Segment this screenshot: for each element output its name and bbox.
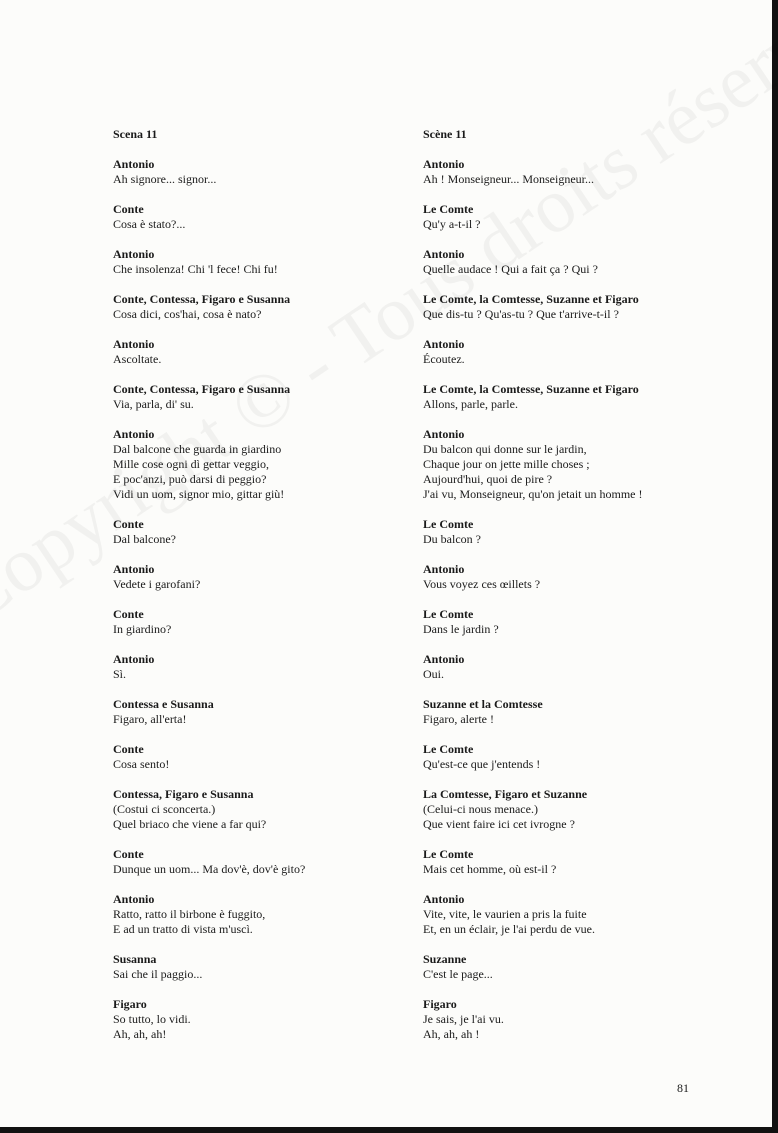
- dialogue-block: [423, 742, 723, 772]
- speaker-name: Conte: [113, 517, 144, 531]
- dialogue-block: [113, 892, 413, 937]
- dialogue-block: [113, 382, 413, 412]
- dialogue-line: Cosa è stato?...: [113, 217, 186, 231]
- dialogue-line: Quel briaco che viene a far qui?: [113, 817, 267, 831]
- dialogue-block: [423, 652, 723, 682]
- scene-title-french: Scène 11: [423, 127, 467, 141]
- dialogue-block: [113, 157, 413, 187]
- speaker-name: Antonio: [113, 427, 155, 441]
- speaker-name: Figaro: [113, 997, 147, 1011]
- speaker-name: Antonio: [423, 157, 465, 171]
- dialogue-block: [113, 427, 413, 502]
- dialogue-block: [113, 787, 413, 832]
- dialogue-block: [423, 562, 723, 592]
- dialogue-line: Ah, ah, ah!: [113, 1027, 167, 1041]
- dialogue-block: [423, 892, 723, 937]
- dialogue-block: [423, 157, 723, 187]
- dialogue-line: Ah signore... signor...: [113, 172, 217, 186]
- dialogue-line: Sai che il paggio...: [113, 967, 203, 981]
- speaker-name: Conte: [113, 607, 144, 621]
- dialogue-line: Cosa sento!: [113, 757, 170, 771]
- dialogue-block: [423, 607, 723, 637]
- dialogue-block: [113, 847, 413, 877]
- dialogue-block: [113, 697, 413, 727]
- dialogue-line: Ah ! Monseigneur... Monseigneur...: [423, 172, 594, 186]
- dialogue-block: [113, 607, 413, 637]
- speaker-name: Conte: [113, 202, 144, 216]
- speaker-name: Figaro: [423, 997, 457, 1011]
- dialogue-block: [113, 292, 413, 322]
- dialogue-line: J'ai vu, Monseigneur, qu'on jetait un homme !: [423, 487, 643, 501]
- dialogue-line: Allons, parle, parle.: [423, 397, 518, 411]
- dialogue-block: [113, 652, 413, 682]
- dialogue-line: Figaro, alerte !: [423, 712, 494, 726]
- speaker-name: Antonio: [423, 892, 465, 906]
- speaker-name: Conte: [113, 742, 144, 756]
- dialogue-line: Que dis-tu ? Qu'as-tu ? Que t'arrive-t-il ?: [423, 307, 619, 321]
- dialogue-block: [113, 247, 413, 277]
- italian-column: [113, 127, 413, 1057]
- dialogue-line: Vous voyez ces œillets ?: [423, 577, 541, 591]
- speaker-name: Conte: [113, 847, 144, 861]
- speaker-name: Le Comte: [423, 202, 474, 216]
- dialogue-block: [423, 787, 723, 832]
- speaker-name: Le Comte, la Comtesse, Suzanne et Figaro: [423, 382, 639, 396]
- dialogue-line: (Celui-ci nous menace.): [423, 802, 538, 816]
- speaker-name: Antonio: [423, 562, 465, 576]
- dialogue-block: [423, 292, 723, 322]
- speaker-name: Antonio: [423, 247, 465, 261]
- speaker-name: Le Comte: [423, 742, 474, 756]
- dialogue-block: [113, 952, 413, 982]
- dialogue-block: [113, 337, 413, 367]
- dialogue-line: Mille cose ogni dì gettar veggio,: [113, 457, 269, 471]
- dialogue-line: Sì.: [113, 667, 127, 681]
- dialogue-line: Qu'y a-t-il ?: [423, 217, 481, 231]
- speaker-name: Le Comte: [423, 517, 474, 531]
- french-column: [423, 127, 723, 1057]
- dialogue-line: Vidi un uom, signor mio, gittar giù!: [113, 487, 285, 501]
- italian-dialogue: [113, 157, 413, 1042]
- dialogue-line: Du balcon qui donne sur le jardin,: [423, 442, 587, 456]
- speaker-name: Conte, Contessa, Figaro e Susanna: [113, 292, 291, 306]
- dialogue-block: [423, 517, 723, 547]
- speaker-name: Antonio: [113, 652, 155, 666]
- dialogue-line: Ascoltate.: [113, 352, 162, 366]
- dialogue-line: So tutto, lo vidi.: [113, 1012, 191, 1026]
- dialogue-line: Mais cet homme, où est-il ?: [423, 862, 557, 876]
- dialogue-line: Ah, ah, ah !: [423, 1027, 480, 1041]
- dialogue-line: Oui.: [423, 667, 444, 681]
- speaker-name: Suzanne et la Comtesse: [423, 697, 543, 711]
- dialogue-line: Ratto, ratto il birbone è fuggito,: [113, 907, 266, 921]
- dialogue-line: (Costui ci sconcerta.): [113, 802, 216, 816]
- dialogue-line: Vedete i garofani?: [113, 577, 201, 591]
- dialogue-line: Et, en un éclair, je l'ai perdu de vue.: [423, 922, 595, 936]
- dialogue-line: Aujourd'hui, quoi de pire ?: [423, 472, 553, 486]
- speaker-name: Le Comte: [423, 607, 474, 621]
- dialogue-line: Dal balcone che guarda in giardino: [113, 442, 282, 456]
- dialogue-line: C'est le page...: [423, 967, 493, 981]
- dialogue-line: Qu'est-ce que j'entends !: [423, 757, 541, 771]
- speaker-name: La Comtesse, Figaro et Suzanne: [423, 787, 588, 801]
- dialogue-block: [113, 562, 413, 592]
- dialogue-block: [423, 697, 723, 727]
- scene-title-italian: Scena 11: [113, 127, 158, 141]
- dialogue-block: [423, 427, 723, 502]
- dialogue-block: [113, 517, 413, 547]
- dialogue-line: Je sais, je l'ai vu.: [423, 1012, 504, 1026]
- speaker-name: Le Comte, la Comtesse, Suzanne et Figaro: [423, 292, 639, 306]
- speaker-name: Antonio: [423, 652, 465, 666]
- dialogue-line: Dunque un uom... Ma dov'è, dov'è gito?: [113, 862, 306, 876]
- speaker-name: Conte, Contessa, Figaro e Susanna: [113, 382, 291, 396]
- speaker-name: Antonio: [423, 427, 465, 441]
- page-number: 81: [677, 1081, 689, 1095]
- speaker-name: Antonio: [423, 337, 465, 351]
- speaker-name: Susanna: [113, 952, 157, 966]
- dialogue-line: E ad un tratto di vista m'uscì.: [113, 922, 253, 936]
- dialogue-line: Vite, vite, le vaurien a pris la fuite: [423, 907, 587, 921]
- dialogue-line: Figaro, all'erta!: [113, 712, 187, 726]
- dialogue-line: Que vient faire ici cet ivrogne ?: [423, 817, 575, 831]
- dialogue-line: Du balcon ?: [423, 532, 481, 546]
- dialogue-block: [423, 337, 723, 367]
- dialogue-line: Chaque jour on jette mille choses ;: [423, 457, 590, 471]
- speaker-name: Contessa e Susanna: [113, 697, 214, 711]
- speaker-name: Antonio: [113, 157, 155, 171]
- dialogue-line: Dans le jardin ?: [423, 622, 499, 636]
- dialogue-block: [423, 202, 723, 232]
- dialogue-block: [113, 202, 413, 232]
- dialogue-line: E poc'anzi, può darsi di peggio?: [113, 472, 267, 486]
- dialogue-line: In giardino?: [113, 622, 172, 636]
- dialogue-line: Che insolenza! Chi 'l fece! Chi fu!: [113, 262, 278, 276]
- dialogue-block: [423, 247, 723, 277]
- dialogue-block: [423, 997, 723, 1042]
- speaker-name: Antonio: [113, 562, 155, 576]
- dialogue-line: Dal balcone?: [113, 532, 176, 546]
- dialogue-block: [423, 847, 723, 877]
- dialogue-block: [113, 997, 413, 1042]
- speaker-name: Suzanne: [423, 952, 467, 966]
- speaker-name: Le Comte: [423, 847, 474, 861]
- speaker-name: Antonio: [113, 247, 155, 261]
- dialogue-line: Quelle audace ! Qui a fait ça ? Qui ?: [423, 262, 598, 276]
- speaker-name: Antonio: [113, 337, 155, 351]
- dialogue-block: [423, 952, 723, 982]
- dialogue-line: Écoutez.: [423, 352, 465, 366]
- dialogue-line: Via, parla, di' su.: [113, 397, 194, 411]
- french-dialogue: [423, 157, 723, 1042]
- speaker-name: Antonio: [113, 892, 155, 906]
- speaker-name: Contessa, Figaro e Susanna: [113, 787, 254, 801]
- dialogue-line: Cosa dici, cos'hai, cosa è nato?: [113, 307, 262, 321]
- dialogue-block: [113, 742, 413, 772]
- dialogue-block: [423, 382, 723, 412]
